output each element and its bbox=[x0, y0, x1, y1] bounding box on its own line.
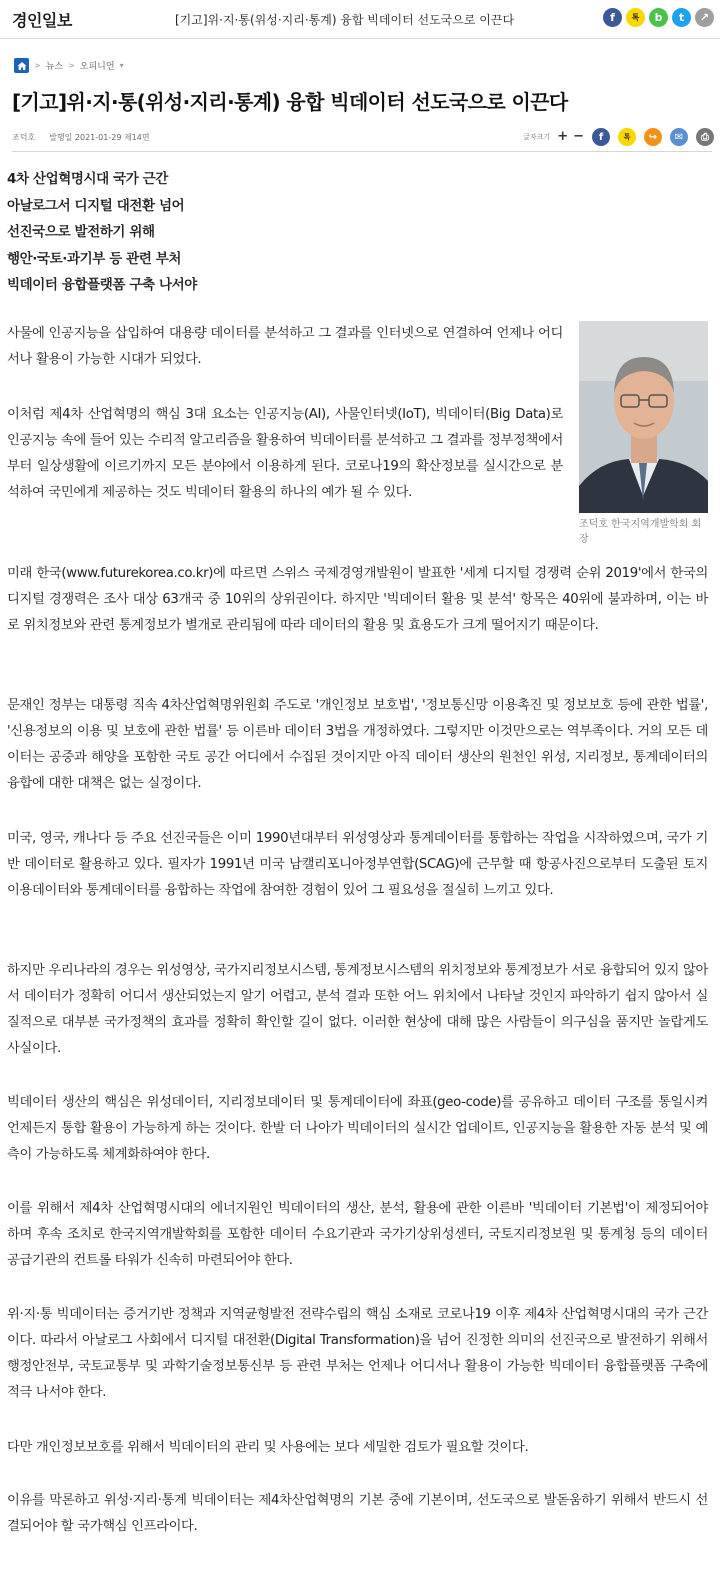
twitter-icon[interactable]: t bbox=[672, 8, 691, 27]
breadcrumb-separator: > bbox=[68, 61, 75, 70]
article-paragraph: 이처럼 제4차 산업혁명의 핵심 3대 요소는 인공지능(AI), 사물인터넷(IoT), 빅데이터(Big Data)로 인공지능 속에 들어 있는 수리적 알고리즘을 활용하여 빅데이터를 분석하고 그 결과를 정부정책에서부터 일상생활에 이르기까지 모든 분야에서 이용하게 된다. 코로나19의 확산정보를 실시간으로 분석하여 국민에게 제공하는 것도 빅데이터 활용의 하나의 예가 될 수 있다. bbox=[7, 407, 563, 500]
breadcrumb-news[interactable]: 뉴스 bbox=[45, 62, 64, 72]
article-paragraph: 다만 개인정보보호를 위해서 빅데이터의 관리 및 사용에는 보다 세밀한 검토가 필요할 것이다. bbox=[7, 1440, 529, 1455]
font-decrease-button[interactable]: − bbox=[573, 129, 584, 144]
top-bar bbox=[0, 0, 720, 39]
chevron-down-icon[interactable]: ▾ bbox=[119, 61, 124, 70]
article-paragraph: 이를 위해서 제4차 산업혁명시대의 에너지원인 빅데이터의 생산, 분석, 활용에 관한 이른바 '빅데이터 기본법'이 제정되어야 하며 후속 조치로 한국지역개발학회를 포함한 데이터 수요기관과 국가기상위성센터, 국토지리정보원 및 통계청 등의 데이터 공급기관의 컨트롤 타워가 신속히 마련되어야 한다. bbox=[7, 1201, 708, 1268]
kakaotalk-icon[interactable]: 톡 bbox=[618, 128, 636, 146]
site-logo[interactable]: 경인일보 bbox=[12, 11, 72, 30]
byline bbox=[12, 132, 150, 143]
publish-date: 발행일 2021-01-29 제14면 bbox=[49, 133, 150, 142]
article-subtitles bbox=[7, 166, 197, 299]
link-icon[interactable]: ↗ bbox=[695, 8, 714, 27]
breadcrumb-opinion[interactable]: 오피니언 bbox=[79, 62, 115, 72]
photo-caption: 조덕호 한국지역개발학회 회장 bbox=[579, 519, 702, 545]
article-paragraph: 하지만 우리나라의 경우는 위성영상, 국가지리정보시스템, 통계정보시스템의 위치정보와 통계정보가 서로 융합되어 있지 않아서 데이터가 정확히 어디서 생산되었는지 알기 어렵고, 분석 결과 또한 어느 위치에서 나타날 것인지 파악하기 쉽지 않아서 실질적으로 대부분 국가정책의 효과를 정확히 확인할 길이 없다. 이러한 현상에 대해 많은 사람들이 의구심을 품지만 놀랍게도 사실이다. bbox=[7, 963, 708, 1056]
article-tools bbox=[523, 128, 714, 146]
page-title: [기고]위·지·통(위성·지리·통계) 융합 빅데이터 선도국으로 이끈다 bbox=[12, 90, 568, 114]
article-paragraph: 이유를 막론하고 위성·지리·통계 빅데이터는 제4차산업혁명의 기본 중에 기본이며, 선도국으로 발돋움하기 위해서 반드시 선결되어야 할 국가핵심 인프라이다. bbox=[7, 1493, 708, 1534]
article-paragraph: 위·지·통 빅데이터는 증거기반 정책과 지역균형발전 전략수립의 핵심 소재로 코로나19 이후 제4차 산업혁명시대의 국가 근간이다. 따라서 아날로그 사회에서 디지털 대전환(Digital Transformation)을 넘어 진정한 의미의 선진국으로 발전하기 위해서 행정안전부, 국토교통부 및 과학기술정보통신부 등 관련 부처는 언제나 어디서나 활용이 가능한 빅데이터 융합플랫폼 구축에 적극 나서야 한다. bbox=[7, 1307, 708, 1400]
article-paragraph: 미국, 영국, 캐나다 등 주요 선진국들은 이미 1990년대부터 위성영상과 통계데이터를 통합하는 작업을 시작하였으며, 국가 기반 데이터로 활용하고 있다. 필자가 1991년 미국 남캘리포니아정부연합(SCAG)에 근무할 때 항공사진으로부터 도출된 토지이용데이터와 통계데이터를 융합하는 작업에 참여한 경험이 있어 그 필요성을 절실히 느끼고 있다. bbox=[7, 831, 708, 898]
author-photo bbox=[579, 321, 708, 513]
facebook-icon[interactable]: f bbox=[592, 128, 610, 146]
facebook-icon[interactable]: f bbox=[603, 8, 622, 27]
breadcrumb-separator: > bbox=[34, 61, 41, 70]
article-paragraph: 문재인 정부는 대통령 직속 4차산업혁명위원회 주도로 '개인정보 보호법', '정보통신망 이용촉진 및 정보보호 등에 관한 법률', '신용정보의 이용 및 보호에 관한 법률' 등 이른바 데이터 3법을 개정하였다. 그렇지만 이것만으로는 역부족이다. 거의 모든 데이터는 공중과 해양을 포함한 국토 공간 어디에서 수집된 것이지만 아직 데이터 생산의 원천인 위성, 지리정보, 통계데이터의 융합에 대한 대책은 없는 실정이다. bbox=[7, 698, 708, 791]
font-increase-button[interactable]: + bbox=[557, 129, 569, 144]
font-size-label: 글자크기 bbox=[523, 133, 551, 141]
breadcrumb bbox=[14, 58, 124, 73]
share-icon[interactable]: ↪ bbox=[644, 128, 662, 146]
top-share-buttons bbox=[603, 8, 714, 27]
kakaotalk-icon[interactable]: 톡 bbox=[626, 8, 645, 27]
article-paragraph: 사물에 인공지능을 삽입하여 대용량 데이터를 분석하고 그 결과를 인터넷으로 연결하여 언제나 어디서나 활용이 가능한 시대가 되었다. bbox=[7, 326, 563, 367]
subtitle-line: 빅데이터 융합플랫폼 구축 나서야 bbox=[7, 277, 197, 293]
subtitle-line: 아날로그서 디지털 대전환 넘어 bbox=[7, 197, 185, 214]
email-icon[interactable]: ✉ bbox=[670, 128, 688, 146]
article-paragraph: 미래 한국(www.futurekorea.co.kr)에 따르면 스위스 국제경영개발원이 발표한 '세계 디지털 경쟁력 순위 2019'에서 한국의 디지털 경쟁력은 조사 대상 63개국 중 10위의 상위권이다. 하지만 '빅데이터 활용 및 분석' 항목은 40위에 불과하며, 이는 바로 위치정보와 관련 통계정보가 별개로 관리됨에 따라 데이터의 활용 및 효용도가 크게 떨어지기 때문이다. bbox=[7, 566, 708, 633]
subtitle-line: 4차 산업혁명시대 국가 근간 bbox=[7, 171, 168, 187]
subtitle-line: 행안·국토·과기부 등 관련 부처 bbox=[7, 250, 182, 267]
divider bbox=[12, 151, 712, 152]
subtitle-line: 선진국으로 발전하기 위해 bbox=[7, 224, 155, 240]
author-name: 조덕호 bbox=[12, 133, 36, 142]
print-icon[interactable]: ⎙ bbox=[696, 128, 714, 146]
home-icon[interactable] bbox=[14, 58, 29, 73]
top-article-title: [기고]위·지·통(위성·지리·통계) 융합 빅데이터 선도국으로 이끈다 bbox=[175, 13, 515, 27]
band-icon[interactable]: b bbox=[649, 8, 668, 27]
article-paragraph: 빅데이터 생산의 핵심은 위성데이터, 지리정보데이터 및 통계데이터에 좌표(geo-code)를 공유하고 데이터 구조를 통일시켜 언제든지 통합 활용이 가능하게 하는 것이다. 한발 더 나아가 빅데이터의 실시간 업데이트, 인공지능을 활용한 자동 분석 및 예측이 가능하도록 체계화하여야 한다. bbox=[7, 1095, 708, 1162]
